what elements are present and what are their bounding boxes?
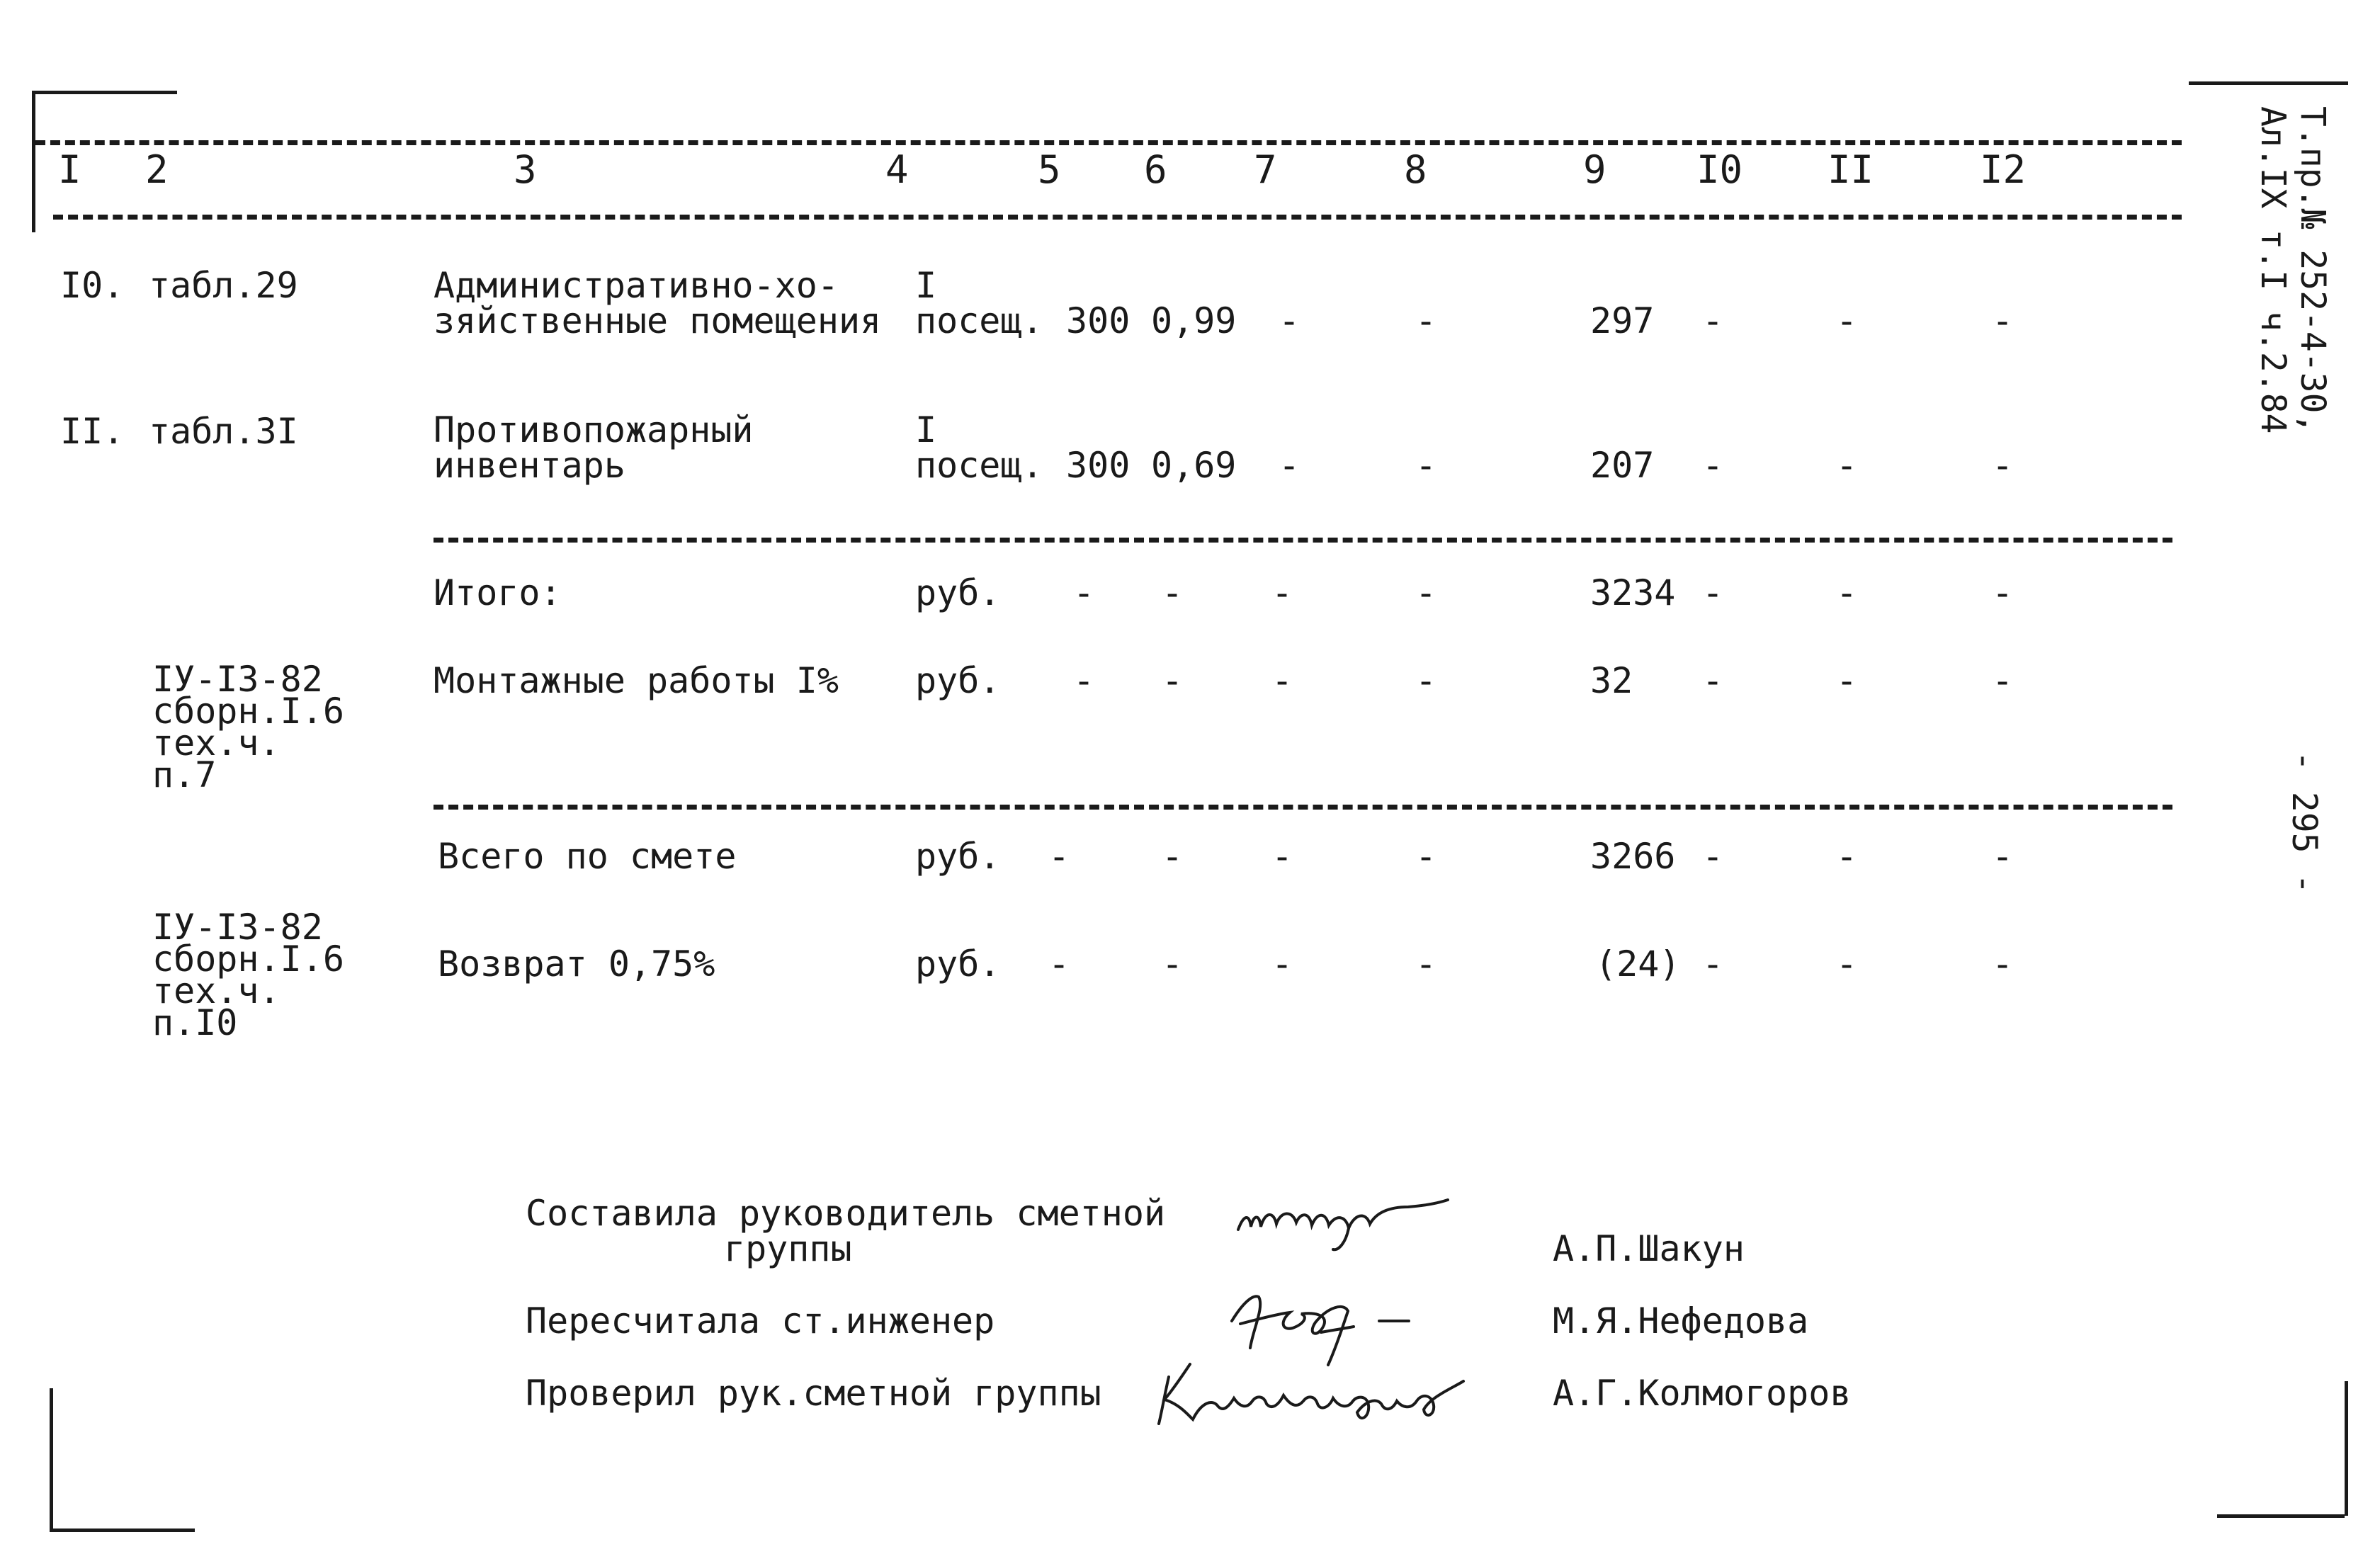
- row-col6: -: [1162, 943, 1184, 985]
- checked-signature-image: [1148, 1346, 1488, 1438]
- row-col9: 3266: [1590, 836, 1676, 877]
- col-header-1: I: [58, 147, 81, 192]
- row-col9: 3234: [1590, 572, 1676, 613]
- row-reference-line3: тех.ч.: [152, 970, 280, 1011]
- row-col12: -: [1992, 572, 2014, 613]
- row-col11: -: [1836, 445, 1858, 486]
- recalc-role: Пересчитала ст.инженер: [526, 1300, 995, 1342]
- grand-total-rule: [434, 805, 2172, 810]
- recalc-name: М.Я.Нефедова: [1553, 1300, 1809, 1342]
- row-number: II.: [60, 411, 125, 452]
- row-col8: -: [1415, 836, 1437, 877]
- row-name-line1: Административно-хо-: [434, 265, 839, 306]
- montage-label: Монтажные работы I%: [434, 660, 839, 701]
- row-col11: -: [1836, 943, 1858, 985]
- row-col6: 0,69: [1151, 445, 1237, 486]
- page-number: - 295 -: [2284, 751, 2324, 895]
- row-col12: -: [1992, 943, 2014, 985]
- side-stamp-line1: Т.пр.№ 252-4-30,: [2293, 106, 2333, 434]
- row-col9: 32: [1590, 660, 1633, 701]
- row-col12: -: [1992, 660, 2014, 701]
- row-col10: -: [1702, 572, 1724, 613]
- col-header-4: 4: [885, 147, 909, 192]
- row-unit: руб.: [915, 572, 1001, 613]
- row-name-line2: зяйственные помещения: [434, 300, 882, 341]
- row-reference-line3: тех.ч.: [152, 722, 280, 764]
- row-unit: руб.: [915, 660, 1001, 701]
- col-header-6: 6: [1144, 147, 1167, 192]
- row-col5: 300: [1066, 300, 1130, 341]
- frame-top-left-v: [32, 91, 35, 232]
- row-col10: -: [1702, 660, 1724, 701]
- row-col5: -: [1073, 660, 1095, 701]
- checked-name: А.Г.Колмогоров: [1553, 1373, 1852, 1414]
- row-col10: -: [1702, 943, 1724, 985]
- compiled-role-line1: Составила руководитель сметной: [526, 1193, 1166, 1234]
- row-reference-line2: сборн.I.6: [152, 938, 344, 980]
- row-reference-line1: IУ-I3-82: [152, 659, 323, 700]
- row-reference-line1: IУ-I3-82: [152, 907, 323, 948]
- row-reference-line2: сборн.I.6: [152, 691, 344, 732]
- row-name-line2: инвентарь: [434, 445, 625, 486]
- row-unit: руб.: [915, 836, 1001, 877]
- row-reference: табл.3I: [149, 411, 298, 452]
- row-col5: 300: [1066, 445, 1130, 486]
- col-header-9: 9: [1583, 147, 1606, 192]
- col-header-7: 7: [1254, 147, 1277, 192]
- row-col6: -: [1162, 572, 1184, 613]
- row-col11: -: [1836, 300, 1858, 341]
- row-col10: -: [1702, 836, 1724, 877]
- row-col12: -: [1992, 836, 2014, 877]
- row-col12: -: [1992, 300, 2014, 341]
- row-number: I0.: [60, 265, 125, 306]
- col-header-10: I0: [1696, 147, 1743, 192]
- row-reference-line4: п.7: [152, 754, 217, 795]
- col-header-3: 3: [514, 147, 537, 192]
- row-col9: 297: [1590, 300, 1655, 341]
- row-unit: руб.: [915, 943, 1001, 985]
- row-col9: 207: [1590, 445, 1655, 486]
- compiled-role-line2: группы: [724, 1228, 852, 1269]
- row-col11: -: [1836, 660, 1858, 701]
- row-reference-line4: п.I0: [152, 1002, 238, 1043]
- frame-bottom-left-h: [50, 1529, 195, 1532]
- row-unit-line1: I: [915, 409, 937, 450]
- row-col8: -: [1415, 300, 1437, 341]
- row-col10: -: [1702, 445, 1724, 486]
- row-col6: -: [1162, 660, 1184, 701]
- row-col8: -: [1415, 943, 1437, 985]
- row-col5: -: [1048, 943, 1070, 985]
- refund-label: Возврат 0,75%: [438, 943, 715, 985]
- col-header-11: II: [1828, 147, 1874, 192]
- compiled-signature-image: [1232, 1183, 1452, 1261]
- frame-bottom-right-v: [2345, 1381, 2348, 1516]
- row-col7: -: [1271, 943, 1293, 985]
- row-col7: -: [1271, 572, 1293, 613]
- row-unit-line2: посещ.: [915, 445, 1043, 486]
- row-name-line1: Противопожарный: [434, 409, 754, 450]
- row-col7: -: [1271, 660, 1293, 701]
- row-col8: -: [1415, 445, 1437, 486]
- header-top-rule: [35, 140, 2182, 145]
- col-header-5: 5: [1038, 147, 1061, 192]
- row-unit-line1: I: [915, 265, 937, 306]
- row-col7: -: [1279, 445, 1300, 486]
- frame-top-right-h: [2189, 81, 2348, 85]
- row-col7: -: [1279, 300, 1300, 341]
- col-header-2: 2: [145, 147, 169, 192]
- subtotal-rule: [434, 538, 2172, 543]
- row-col8: -: [1415, 572, 1437, 613]
- row-col7: -: [1271, 836, 1293, 877]
- frame-bottom-right-h: [2217, 1514, 2345, 1518]
- row-col11: -: [1836, 836, 1858, 877]
- col-header-12: I2: [1980, 147, 2027, 192]
- row-col9: (24): [1595, 943, 1681, 985]
- row-col12: -: [1992, 445, 2014, 486]
- total-label: Итого:: [434, 572, 562, 613]
- frame-top-left-h: [32, 91, 177, 94]
- row-col11: -: [1836, 572, 1858, 613]
- col-header-8: 8: [1404, 147, 1427, 192]
- row-col5: -: [1073, 572, 1095, 613]
- frame-bottom-left-v: [50, 1388, 53, 1530]
- grand-total-label: Всего по смете: [438, 836, 737, 877]
- row-col6: 0,99: [1151, 300, 1237, 341]
- row-col6: -: [1162, 836, 1184, 877]
- row-unit-line2: посещ.: [915, 300, 1043, 341]
- compiled-name: А.П.Шакун: [1553, 1228, 1745, 1269]
- checked-role: Проверил рук.сметной группы: [526, 1373, 1101, 1414]
- header-bottom-rule: [53, 215, 2182, 220]
- row-col8: -: [1415, 660, 1437, 701]
- row-col5: -: [1048, 836, 1070, 877]
- side-stamp-line2: Ал.IХ т.I ч.2.84: [2253, 106, 2293, 434]
- row-reference: табл.29: [149, 265, 298, 306]
- row-col10: -: [1702, 300, 1724, 341]
